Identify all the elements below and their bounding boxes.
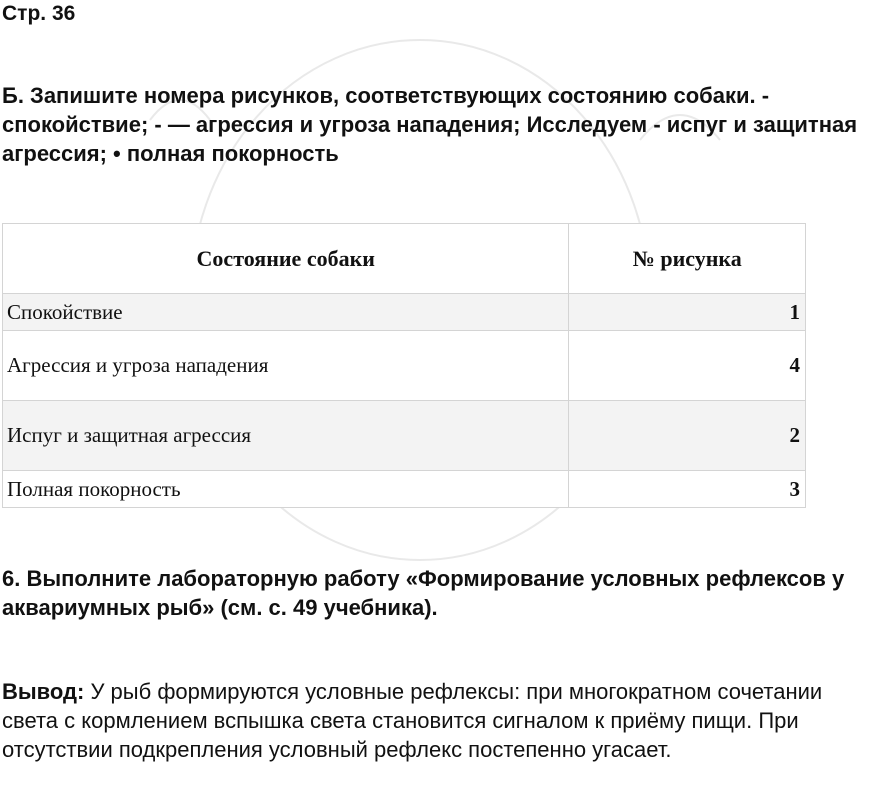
state-cell: Испуг и защитная агрессия	[3, 401, 569, 471]
task-6-title: 6. Выполните лабораторную работу «Формирование условных рефлексов у аквариумных рыб» (см. с. 49 учебника).	[2, 566, 845, 620]
table-row	[3, 471, 806, 508]
state-cell: Агрессия и угроза нападения	[3, 331, 569, 401]
conclusion-paragraph	[2, 677, 870, 764]
table-row	[3, 331, 806, 401]
conclusion-label: Вывод:	[2, 679, 85, 704]
state-cell: Полная покорность	[3, 471, 569, 508]
table-row	[3, 294, 806, 331]
number-cell: 4	[569, 331, 806, 401]
conclusion-text: У рыб формируются условные рефлексы: при многократном сочетании света с кормлением вспышка света становится сигналом к приёму пищи. При отсутствии подкрепления условный рефлекс постепенно угасает.	[2, 679, 823, 762]
page-heading: Стр. 36	[2, 2, 76, 25]
number-cell: 1	[569, 294, 806, 331]
header-state: Состояние собаки	[3, 224, 569, 294]
number-cell: 2	[569, 401, 806, 471]
state-cell: Спокойствие	[3, 294, 569, 331]
table-row	[3, 401, 806, 471]
header-number: № рисунка	[569, 224, 806, 294]
dog-state-table	[2, 223, 806, 508]
task-b-title: Б. Запишите номера рисунков, соответствующих состоянию собаки. - спокойствие; - — агрессия и угроза нападения; Исследуем - испуг и защитная агрессия; • полная покорность	[2, 83, 858, 166]
number-cell: 3	[569, 471, 806, 508]
